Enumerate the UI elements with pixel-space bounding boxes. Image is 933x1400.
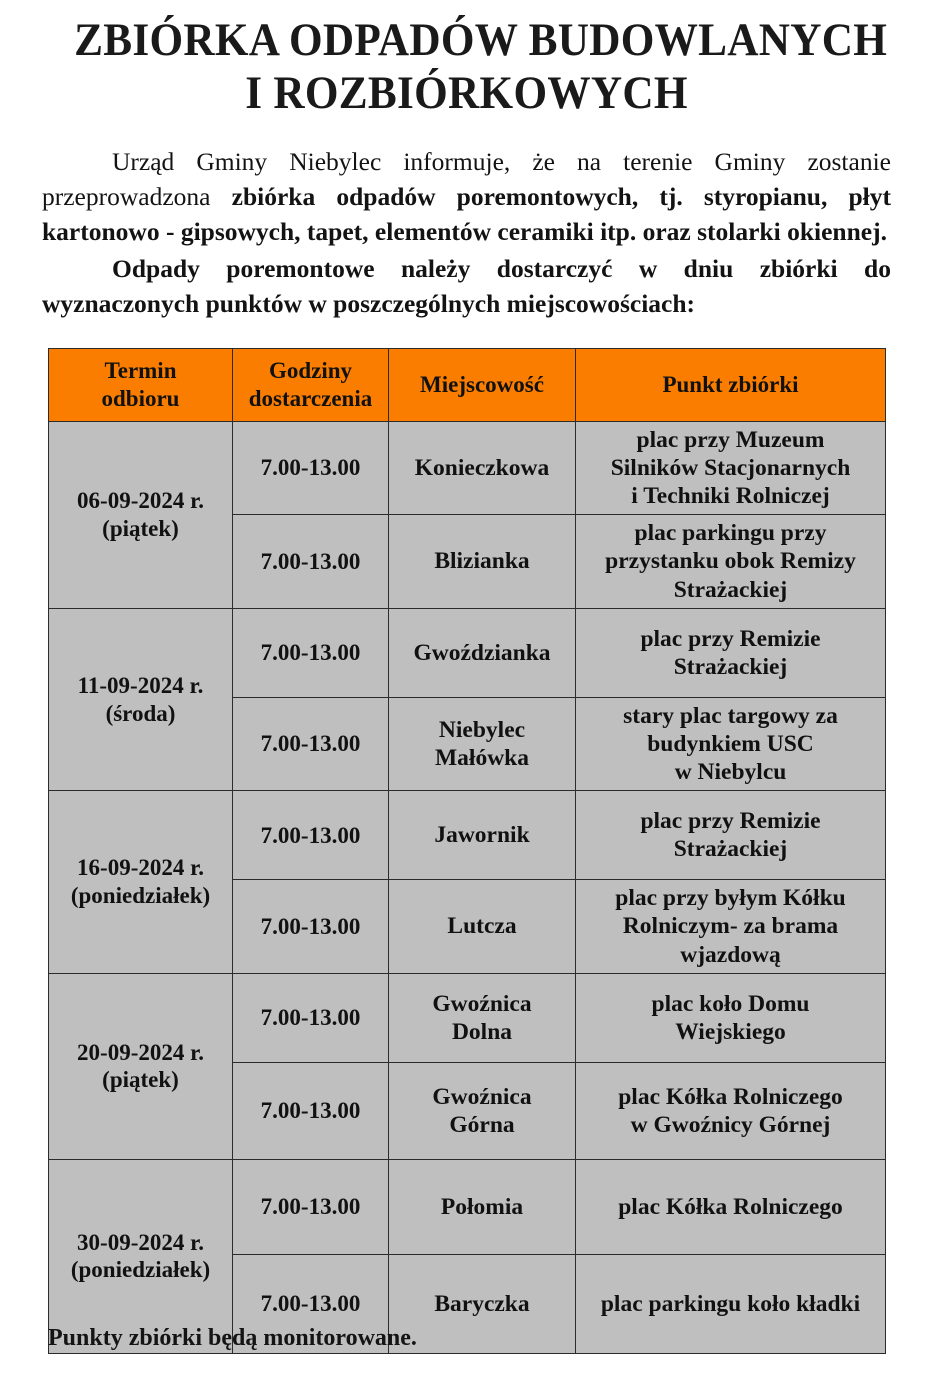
cell-hours: 7.00-13.00	[233, 515, 389, 609]
body-text	[0, 145, 933, 321]
paragraph-1	[42, 145, 891, 249]
cell-town-line1: Gwoździanka	[413, 639, 551, 666]
column-header-termin-odbioru	[49, 348, 233, 421]
cell-town-line1: Lutcza	[447, 913, 517, 940]
cell-hours: 7.00-13.00	[233, 1062, 389, 1159]
cell-date-line1: 16-09-2024 r.	[77, 855, 204, 881]
cell-point-line2: Strażackiej	[673, 653, 788, 680]
cell-point	[576, 1062, 886, 1159]
cell-town	[389, 421, 576, 515]
paragraph-1-regular-run: Urząd Gminy Niebylec informuje, że na terenie Gminy zostanie przeprowadzona	[42, 147, 891, 211]
cell-date	[49, 608, 233, 791]
column-header-miejscowosc: Miejscowość	[389, 348, 576, 421]
cell-date-line2: (poniedziałek)	[70, 1257, 211, 1283]
cell-point	[576, 515, 886, 609]
cell-date-line2: (piątek)	[102, 515, 179, 541]
title-line-2: I ROZBIÓRKOWYCH	[245, 66, 688, 119]
cell-point-line3: i Techniki Rolniczej	[631, 482, 830, 509]
cell-town-line1: Niebylec	[438, 716, 526, 743]
cell-date-line2: (poniedziałek)	[70, 883, 211, 909]
cell-town	[389, 880, 576, 974]
cell-town-line1: Baryczka	[434, 1290, 530, 1317]
page-title	[0, 0, 933, 119]
cell-town-line1: Konieczkowa	[414, 454, 550, 481]
cell-point	[576, 697, 886, 791]
table-header-row	[49, 348, 886, 421]
column-header-godziny-dostarczenia	[233, 348, 389, 421]
cell-point-line1: plac przy Muzeum	[636, 426, 825, 453]
table-row	[49, 608, 886, 697]
cell-point-line1: plac parkingu koło kładki	[600, 1290, 861, 1317]
cell-date	[49, 973, 233, 1159]
cell-point	[576, 973, 886, 1062]
cell-hours: 7.00-13.00	[233, 1254, 389, 1353]
cell-point-line2: budynkiem USC	[647, 730, 814, 757]
paragraph-1-bold-run: zbiórka odpadów poremontowych, tj. styropianu, płyt kartonowo - gipsowych, tapet, elementów ceramiki itp. oraz stolarki okiennej.	[42, 181, 891, 246]
cell-point-line1: plac przy Remizie	[640, 625, 821, 652]
cell-point	[576, 608, 886, 697]
column-header-termin-line1: Termin	[104, 358, 177, 384]
paragraph-2: Odpady poremontowe należy dostarczyć w dniu zbiórki do wyznaczonych punktów w poszczególnych miejscowościach:	[42, 254, 891, 318]
cell-date-line1: 30-09-2024 r.	[77, 1229, 204, 1255]
cell-point-line2: w Gwoźnicy Górnej	[630, 1111, 831, 1138]
cell-hours: 7.00-13.00	[233, 880, 389, 974]
cell-point	[576, 421, 886, 515]
table-row	[49, 973, 886, 1062]
cell-town-line1: Blizianka	[434, 548, 530, 575]
cell-point	[576, 1159, 886, 1254]
cell-point-line2: Wiejskiego	[675, 1018, 786, 1045]
cell-date	[49, 421, 233, 608]
cell-town-line1: Gwoźnica	[432, 990, 532, 1017]
cell-point-line1: plac przy byłym Kółku	[615, 885, 846, 912]
cell-town	[389, 1159, 576, 1254]
title-line-1: ZBIÓRKA ODPADÓW BUDOWLANYCH	[74, 14, 888, 66]
cell-point-line3: Strażackiej	[673, 576, 788, 603]
cell-town-line2: Dolna	[451, 1018, 513, 1045]
cell-date	[49, 791, 233, 974]
cell-town-line1: Jawornik	[434, 822, 530, 849]
cell-date-line1: 11-09-2024 r.	[77, 672, 204, 698]
cell-point-line1: plac Kółka Rolniczego	[618, 1083, 843, 1110]
cell-town	[389, 515, 576, 609]
cell-point-line2: przystanku obok Remizy	[605, 548, 856, 575]
cell-point	[576, 1254, 886, 1353]
cell-hours: 7.00-13.00	[233, 1159, 389, 1254]
cell-point-line1: stary plac targowy za	[623, 702, 838, 729]
cell-point-line1: plac koło Domu	[651, 990, 810, 1017]
cell-town	[389, 608, 576, 697]
cell-town	[389, 1062, 576, 1159]
cell-town-line2: Małówka	[435, 745, 529, 772]
cell-point-line1: plac Kółka Rolniczego	[618, 1193, 843, 1220]
cell-town-line1: Połomia	[440, 1193, 524, 1220]
cell-point-line3: wjazdową	[680, 941, 781, 968]
cell-date-line1: 20-09-2024 r.	[77, 1039, 204, 1065]
table-row	[49, 421, 886, 515]
table-header	[49, 348, 886, 421]
cell-point	[576, 880, 886, 974]
cell-town-line1: Gwoźnica	[432, 1083, 532, 1110]
cell-point	[576, 791, 886, 880]
cell-point-line2: Strażackiej	[673, 836, 788, 863]
cell-hours: 7.00-13.00	[233, 791, 389, 880]
cell-date-line2: (środa)	[105, 700, 176, 726]
table-row	[49, 1159, 886, 1254]
cell-town	[389, 791, 576, 880]
cell-date-line1: 06-09-2024 r.	[77, 488, 204, 514]
cell-hours: 7.00-13.00	[233, 608, 389, 697]
column-header-termin-line2: odbioru	[101, 385, 180, 411]
collection-schedule-table	[48, 348, 886, 1354]
cell-point-line1: plac parkingu przy	[634, 520, 827, 547]
cell-town-line2: Górna	[449, 1111, 515, 1138]
cell-hours: 7.00-13.00	[233, 973, 389, 1062]
column-header-punkt-zbiorki: Punkt zbiórki	[576, 348, 886, 421]
cell-date-line2: (piątek)	[102, 1067, 179, 1093]
cell-town	[389, 973, 576, 1062]
table-body	[49, 421, 886, 1353]
cell-point-line1: plac przy Remizie	[640, 808, 821, 835]
cell-point-line3: w Niebylcu	[674, 759, 787, 786]
cell-hours: 7.00-13.00	[233, 421, 389, 515]
collection-schedule-table-wrap	[0, 348, 933, 1354]
cell-hours: 7.00-13.00	[233, 697, 389, 791]
table-row	[49, 791, 886, 880]
cell-point-line2: Rolniczym- za brama	[622, 913, 839, 940]
column-header-godziny-line2: dostarczenia	[248, 385, 373, 411]
column-header-godziny-line1: Godziny	[268, 358, 353, 384]
footer-note: Punkty zbiórki będą monitorowane.	[48, 1325, 417, 1351]
cell-town	[389, 697, 576, 791]
cell-point-line2: Silników Stacjonarnych	[610, 454, 851, 481]
